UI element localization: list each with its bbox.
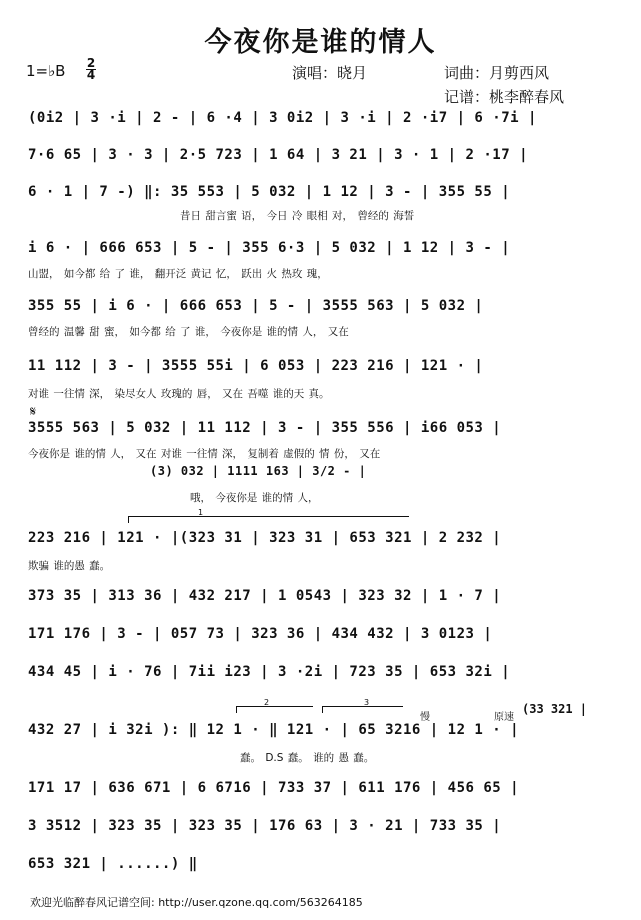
notation-row-10: 373 35 | 313 36 | 432 217 | 1 0543 | 323 32 | 1 · 7 | (28, 588, 502, 604)
notation-row-16: 653 321 | ......) ‖ (28, 856, 198, 872)
lyric-row-3: 曾经的 温馨 甜 蜜， 如今都 给 了 谁， 今夜你是 谁的情 人， 又在 (28, 326, 349, 338)
notation-row-15: 3 3512 | 323 35 | 323 35 | 176 63 | 3 · 21 | 733 35 | (28, 818, 502, 834)
time-top: 2 (86, 56, 96, 70)
lyric-row-6: 哦， 今夜你是 谁的情 人， (190, 492, 319, 504)
lyric-row-5: 今夜你是 谁的情 人， 又在 对谁 一往情 深， 复制着 虚假的 情 份， 又在 (28, 448, 381, 460)
notation-row-2: 7·6 65 | 3 · 3 | 2·5 723 | 1 64 | 3 21 | 3 · 1 | 2 ·17 | (28, 147, 529, 163)
song-title: 今夜你是谁的情人 (204, 27, 437, 58)
singer-credit: 演唱：晓月 (292, 64, 368, 82)
coda-tail-notes: (33 321 | (522, 702, 588, 716)
key-signature: 1=♭B (26, 62, 66, 80)
lyricist-credit: 词曲：月剪西风 (444, 64, 550, 82)
lyric-row-2: 山盟， 如今都 给 了 谁， 翻开泛 黄记 忆， 跃出 火 热玫 瑰， (28, 268, 328, 280)
a-tempo-marking: 原速 (494, 712, 514, 723)
volta-bracket-3 (322, 706, 403, 713)
notation-row-7: 3555 563 | 5 032 | 11 112 | 3 - | 355 556 | i66 053 | (28, 420, 502, 436)
slow-marking: 慢 (420, 712, 430, 723)
volta-number-2: 2 (264, 698, 270, 707)
transcriber-credit: 记谱：桃李醉春风 (444, 88, 565, 106)
lyric-row-4: 对谁 一往情 深， 染尽女人 玫瑰的 唇， 又在 吾噬 谁的天 真。 (28, 388, 330, 400)
notation-row-6: 11 112 | 3 - | 3555 55i | 6 053 | 223 216 | 121 · | (28, 358, 484, 374)
footer-link[interactable]: 欢迎光临醉春风记谱空间: http://user.qzone.qq.com/563264185 (30, 896, 363, 909)
notation-row-14: 171 17 | 636 671 | 6 6716 | 733 37 | 611 176 | 456 65 | (28, 780, 520, 796)
notation-row-5: 355 55 | i 6 · | 666 653 | 5 - | 3555 563 | 5 032 | (28, 298, 484, 314)
volta-bracket-1 (128, 516, 409, 523)
notation-row-8: (3) 032 | 1111 163 | 3/2 - | (150, 464, 367, 478)
volta-number-1: 1 (198, 508, 204, 517)
notation-row-3: 6 · 1 | 7 -) ‖: 35 553 | 5 032 | 1 12 | 3 - | 355 55 | (28, 184, 511, 200)
notation-row-9: 223 216 | 121 · |(323 31 | 323 31 | 653 321 | 2 232 | (28, 530, 502, 546)
notation-row-13: 432 27 | i 32i ): ‖ 12 1 · ‖ 121 · | 65 3216 | 12 1 · | (28, 722, 520, 738)
notation-row-12: 434 45 | i · 76 | 7ii i23 | 3 ·2i | 723 35 | 653 32i | (28, 664, 511, 680)
time-signature (86, 58, 96, 81)
lyric-row-1: 昔日 甜言蜜 语， 今日 冷 眼相 对， 曾经的 海誓 (180, 210, 415, 222)
lyric-row-7: 欺骗 谁的愚 蠢。 (28, 560, 111, 572)
volta-bracket-2 (236, 706, 313, 713)
time-bottom: 4 (86, 68, 96, 82)
lyric-row-8: 蠢。 D.S 蠢。 谁的 愚 蠢。 (240, 752, 375, 764)
notation-row-1: (0i2 | 3 ·i | 2 - | 6 ·4 | 3 0i2 | 3 ·i | 2 ·i7 | 6 ·7i | (28, 110, 537, 126)
notation-row-4: i 6 · | 666 653 | 5 - | 355 6·3 | 5 032 | 1 12 | 3 - | (28, 240, 511, 256)
volta-number-3: 3 (364, 698, 370, 707)
segno-sign: 𝄋 (30, 404, 37, 420)
notation-row-11: 171 176 | 3 - | 057 73 | 323 36 | 434 432 | 3 0123 | (28, 626, 493, 642)
